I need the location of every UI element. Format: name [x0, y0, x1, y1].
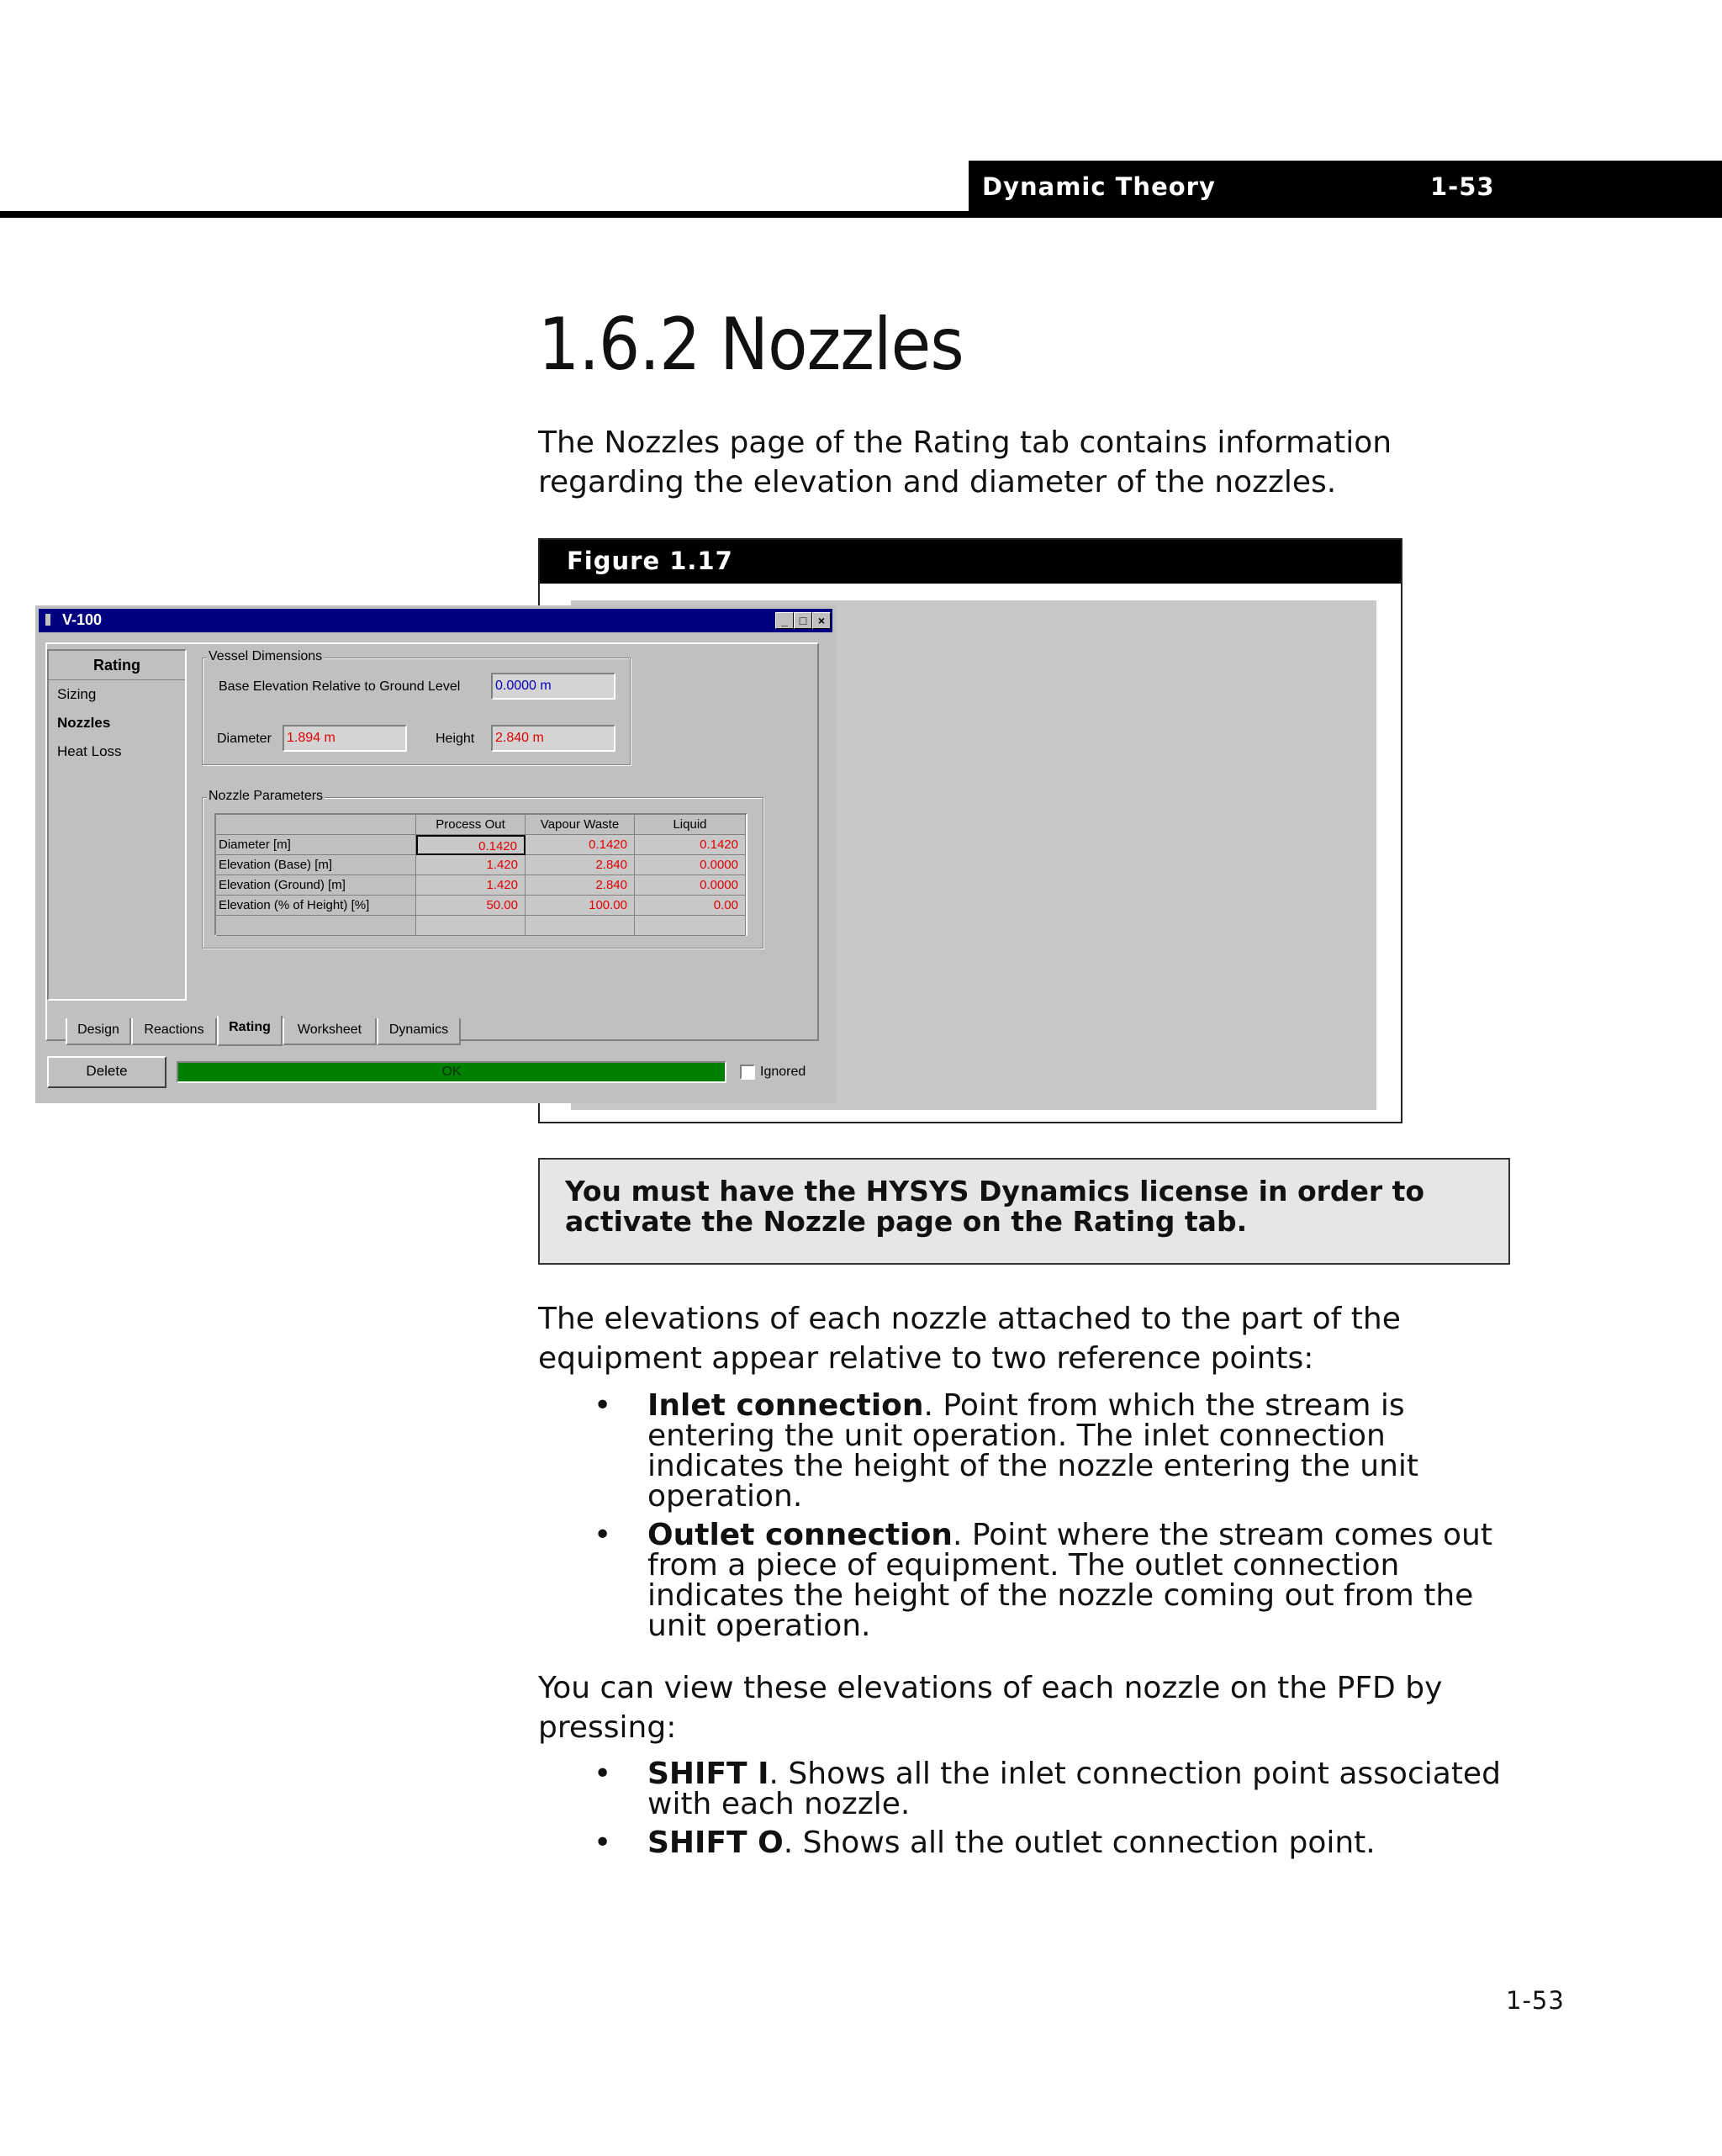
minimize-icon[interactable]: _: [775, 612, 794, 629]
bullet-shift-i: [647, 1759, 1513, 1820]
header-title: Dynamic Theory: [982, 172, 1216, 201]
window-icon: [45, 614, 50, 626]
figure-screenshot: [35, 605, 836, 1103]
header-page-number: 1-53: [1430, 172, 1495, 201]
vessel-dimensions-label: Vessel Dimensions: [209, 649, 323, 663]
base-elevation-field[interactable]: 0.0000 m: [491, 673, 615, 700]
grid-cell[interactable]: 2.840: [526, 875, 635, 896]
footer-page-number: 1-53: [1506, 1986, 1565, 2015]
bullet-inlet-connection: [647, 1388, 1513, 1514]
bullet-icon: •: [594, 1388, 612, 1423]
dialog-window: [35, 605, 836, 1103]
grid-cell[interactable]: 2.840: [526, 855, 635, 875]
grid-row-label: Elevation (Ground) [m]: [216, 875, 416, 896]
grid-corner: [216, 815, 416, 835]
rating-page-list: [47, 649, 187, 1001]
nozzle-parameters-label: Nozzle Parameters: [209, 789, 324, 803]
grid-column-header: Liquid: [635, 815, 746, 835]
ignored-label: Ignored: [760, 1065, 806, 1079]
grid-row-label: Elevation (% of Height) [%]: [216, 896, 416, 916]
bullet-term: Outlet connection: [647, 1518, 953, 1552]
tab-dynamics[interactable]: Dynamics: [377, 1018, 461, 1045]
paragraph-reference-points: The elevations of each nozzle attached to the part of the equipment appear relative to two reference points:: [538, 1302, 1401, 1376]
bullet-term: SHIFT I: [647, 1757, 769, 1791]
bullet-icon: •: [594, 1826, 612, 1860]
bullet-term: Inlet connection: [647, 1388, 924, 1423]
nozzle-parameters-group: [202, 797, 763, 949]
bullet-text: . Shows all the outlet connection point.: [783, 1826, 1376, 1860]
nav-item-heat-loss[interactable]: Heat Loss: [57, 743, 122, 759]
section-title: 1.6.2 Nozzles: [538, 303, 964, 387]
paragraph-pfd: You can view these elevations of each nozzle on the PFD by pressing:: [538, 1671, 1443, 1745]
tab-design[interactable]: Design: [66, 1018, 131, 1045]
grid-cell[interactable]: 0.0000: [635, 855, 746, 875]
diameter-field[interactable]: 1.894 m: [283, 725, 407, 752]
close-icon[interactable]: ×: [812, 612, 831, 629]
height-label: Height: [436, 732, 475, 746]
maximize-icon[interactable]: □: [794, 612, 812, 629]
grid-column-header: Vapour Waste: [526, 815, 635, 835]
nozzle-grid: [214, 813, 747, 936]
title-bar[interactable]: [39, 609, 832, 632]
grid-cell[interactable]: 0.1420: [416, 835, 526, 855]
grid-cell[interactable]: 50.00: [416, 896, 526, 916]
ignored-checkbox[interactable]: [740, 1065, 755, 1080]
grid-cell[interactable]: [416, 916, 526, 936]
grid-column-header: Process Out: [416, 815, 526, 835]
grid-cell[interactable]: 1.420: [416, 855, 526, 875]
bullet-shift-o: [647, 1828, 1513, 1858]
figure-caption: Figure 1.17: [567, 547, 733, 575]
grid-cell[interactable]: 0.1420: [635, 835, 746, 855]
nav-item-sizing[interactable]: Sizing: [57, 686, 97, 702]
grid-cell[interactable]: [635, 916, 746, 936]
grid-row-label: Elevation (Base) [m]: [216, 855, 416, 875]
tab-worksheet[interactable]: Worksheet: [283, 1018, 377, 1045]
grid-cell[interactable]: 0.1420: [526, 835, 635, 855]
bullet-text: . Shows all the inlet connection point associated with each nozzle.: [647, 1757, 1501, 1821]
nav-heading: Rating: [49, 651, 185, 680]
base-elevation-label: Base Elevation Relative to Ground Level: [219, 679, 461, 694]
grid-cell[interactable]: [526, 916, 635, 936]
grid-cell[interactable]: 100.00: [526, 896, 635, 916]
bullet-icon: •: [594, 1518, 612, 1552]
nav-item-nozzles[interactable]: Nozzles: [57, 715, 111, 731]
note-box: [538, 1158, 1510, 1265]
grid-cell[interactable]: 0.00: [635, 896, 746, 916]
height-field[interactable]: 2.840 m: [491, 725, 615, 752]
bullet-term: SHIFT O: [647, 1826, 784, 1860]
running-header: [969, 161, 1722, 218]
bullet-text: . Point from which the stream is entering the unit operation. The inlet connection indicates the height of the nozzle entering the unit operation.: [647, 1388, 1419, 1514]
bullet-icon: •: [594, 1757, 612, 1791]
delete-button[interactable]: Delete: [47, 1056, 166, 1088]
note-text: You must have the HYSYS Dynamics license in order to activate the Nozzle page on the Rating tab.: [565, 1175, 1425, 1238]
diameter-label: Diameter: [217, 732, 272, 746]
grid-empty-row: [216, 916, 416, 936]
tab-rating[interactable]: Rating: [217, 1016, 283, 1046]
bullet-outlet-connection: [647, 1520, 1513, 1641]
bullet-text: . Point where the stream comes out from a piece of equipment. The outlet connection indicates the height of the nozzle coming out from the unit operation.: [647, 1518, 1492, 1643]
figure-caption-bar: [540, 540, 1401, 584]
grid-cell[interactable]: 1.420: [416, 875, 526, 896]
grid-row-label: Diameter [m]: [216, 835, 416, 855]
window-title: V-100: [62, 611, 103, 628]
tab-reactions[interactable]: Reactions: [131, 1018, 217, 1045]
grid-cell[interactable]: 0.0000: [635, 875, 746, 896]
intro-paragraph: The Nozzles page of the Rating tab contains information regarding the elevation and diameter of the nozzles.: [538, 425, 1392, 499]
status-bar: OK: [177, 1061, 726, 1083]
